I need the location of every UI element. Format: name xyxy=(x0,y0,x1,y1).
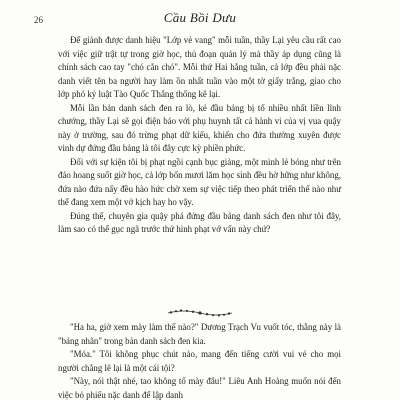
paragraph: "Móa." Tôi không phục chút nào, mang đến tiếng cười vui vẻ cho mọi người chẳng lẽ lại là một cái tội? xyxy=(58,349,341,373)
section-divider-ornament-icon xyxy=(160,308,240,318)
paragraph: Mỗi lần bản danh sách đen ra lò, kẻ đầu bảng bị tố nhiều nhất liền lĩnh chướng, thầy Lại sẽ gọi điện báo với phụ huynh tất cả hành vi của vị vua quậy này ở trường, sau đó trừng phạt dữ kiếu, khiến cho đứa thường xuyên được vinh dự đứng đầu bảng là tôi đây cực kỳ phiền phức. xyxy=(58,102,341,153)
paragraph: "Này, nói thật nhé, tao không tố mày đâu!" Liêu Anh Hoàng muốn nói đến việc bỏ phiếu nặc danh để lập danh xyxy=(58,376,341,400)
paragraph: Đúng thế, chuyên gia quậy phá đứng đầu bảng danh sách đen như tôi đây, làm sao có thể gục ngã trước thứ hình phạt vớ vẩn này chứ? xyxy=(58,210,341,234)
body-text-bottom xyxy=(58,321,341,402)
paragraph: Đối với sự kiện tôi bị phạt ngồi cạnh bục giảng, một mình lẻ bóng như trên đảo hoang suốt giờ học, cả lớp bốn mươi lăm học sinh đều hờ hững như không, đứa nào đứa nấy đều hào hức chờ xem sự việc tiếp theo phát triển thế nào như thể đang xem một vở kịch hay ho vậy. xyxy=(58,156,341,207)
page-number: 26 xyxy=(34,15,43,25)
paragraph: "Ha ha, giờ xem mày làm thế nào?" Dương Trạch Vu vuốt tóc, thằng này là "bảng nhãn" trong bản danh sách đen kia. xyxy=(58,322,341,346)
body-text-top xyxy=(58,34,341,237)
paragraph: Để giành được danh hiệu "Lớp vẻ vang" mỗi tuần, thầy Lại yêu cầu rất cao với việc giữ trật tự trong giờ học, thủ đoạn quản lý mà thầy áp dụng cũng là chính sách cao tay "chó cắn chó". Mỗi thứ Hai hằng tuần, cả lớp đều phải nặc danh viết tên ba người hay làm ồn nhất tuần vào một tờ giấy trắng, giao cho lớp phó kỷ luật Tào Quốc Thắng thống kê lại. xyxy=(58,35,341,99)
running-title: Cầu Bồi Dưu xyxy=(163,10,237,25)
page-header xyxy=(34,8,366,30)
